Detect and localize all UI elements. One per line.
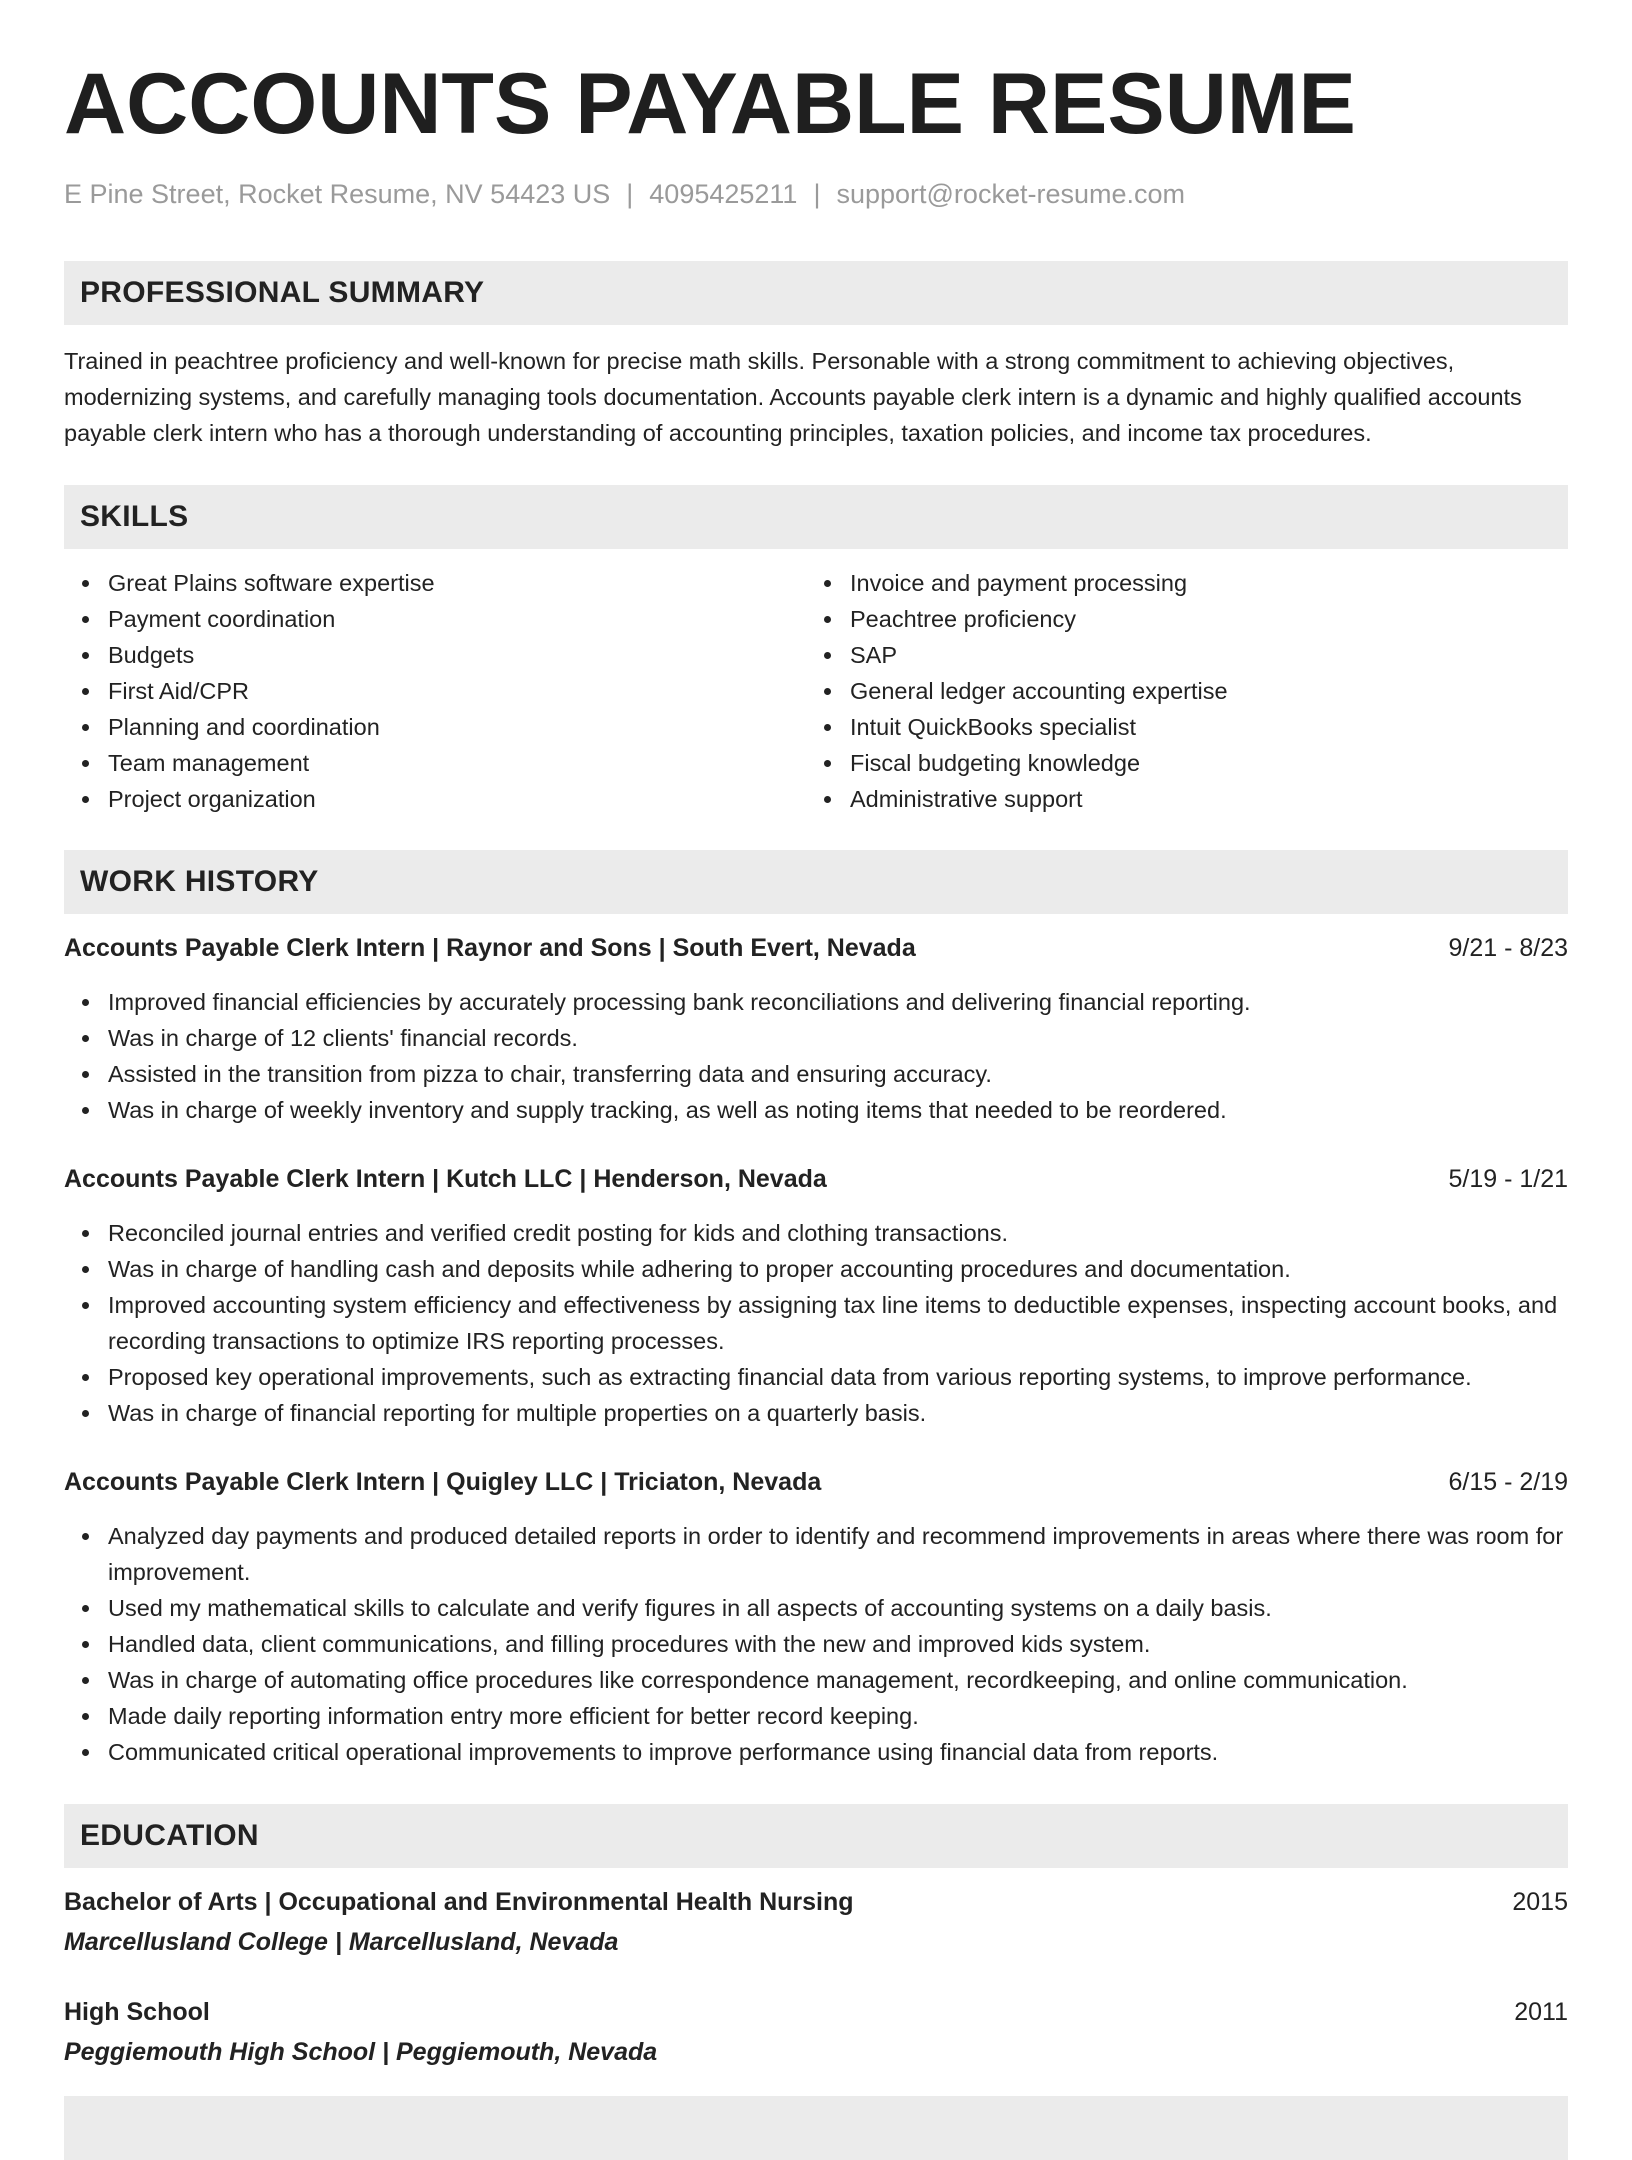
summary-section (64, 261, 1568, 451)
skill-item: Payment coordination (64, 601, 806, 637)
contact-phone: 4095425211 (649, 179, 798, 209)
summary-text: Trained in peachtree proficiency and well-known for precise math skills. Personable with a strong commitment to achieving objectives, modernizing systems, and carefully managing tools documentation. Accounts payable clerk intern is a dynamic and highly qualified accounts payable clerk intern who has a thorough understanding of accounting principles, taxation policies, and income tax procedures. (64, 348, 1522, 446)
skill-item: General ledger accounting expertise (806, 673, 1548, 709)
skill-item: Budgets (64, 637, 806, 673)
education-entry (64, 1994, 1568, 2070)
job-bullet: Made daily reporting information entry more efficient for better record keeping. (64, 1698, 1568, 1734)
education-header (64, 1994, 1568, 2030)
skill-item: SAP (806, 637, 1548, 673)
skill-item: First Aid/CPR (64, 673, 806, 709)
job-bullet: Communicated critical operational improvements to improve performance using financial data from reports. (64, 1734, 1568, 1770)
job-dates: 6/15 - 2/19 (1448, 1468, 1568, 1496)
contact-email: support@rocket-resume.com (836, 179, 1185, 209)
job-entry (64, 930, 1568, 1128)
job-bullet: Improved financial efficiencies by accurately processing bank reconciliations and delivering financial reporting. (64, 984, 1568, 1020)
skill-item: Administrative support (806, 781, 1548, 817)
education-header (64, 1884, 1568, 1920)
job-dates: 5/19 - 1/21 (1448, 1165, 1568, 1193)
education-school: Marcellusland College | Marcellusland, Nevada (64, 1928, 619, 1956)
work-section (64, 850, 1568, 1770)
skill-item: Planning and coordination (64, 709, 806, 745)
job-bullets (64, 1215, 1568, 1431)
next-section-bar (64, 2096, 1568, 2160)
resume-title: ACCOUNTS PAYABLE RESUME (64, 56, 1356, 152)
job-bullet: Assisted in the transition from pizza to chair, transferring data and ensuring accuracy. (64, 1056, 1568, 1092)
education-section (64, 1804, 1568, 2070)
job-bullet: Handled data, client communications, and filling procedures with the new and improved kids system. (64, 1626, 1568, 1662)
job-header (64, 1161, 1568, 1197)
skills-grid (64, 565, 1568, 817)
skill-item: Fiscal budgeting knowledge (806, 745, 1548, 781)
job-bullet: Was in charge of 12 clients' financial records. (64, 1020, 1568, 1056)
skill-item: Great Plains software expertise (64, 565, 806, 601)
skill-item: Project organization (64, 781, 806, 817)
job-dates: 9/21 - 8/23 (1448, 934, 1568, 962)
job-bullets (64, 1518, 1568, 1770)
education-year: 2011 (1514, 1998, 1568, 2026)
job-bullet: Was in charge of weekly inventory and supply tracking, as well as noting items that needed to be reordered. (64, 1092, 1568, 1128)
education-school: Peggiemouth High School | Peggiemouth, Nevada (64, 2038, 658, 2066)
job-bullet: Improved accounting system efficiency and effectiveness by assigning tax line items to deductible expenses, inspecting account books, and recording transactions to optimize IRS reporting processes. (64, 1287, 1568, 1359)
contact-line (64, 178, 1568, 210)
contact-address: E Pine Street, Rocket Resume, NV 54423 US (64, 179, 611, 209)
education-heading: EDUCATION (64, 1804, 1568, 1868)
job-bullet: Was in charge of financial reporting for multiple properties on a quarterly basis. (64, 1395, 1568, 1431)
skills-heading: SKILLS (64, 485, 1568, 549)
education-degree: High School (64, 1998, 210, 2026)
job-bullet: Analyzed day payments and produced detailed reports in order to identify and recommend improvements in areas where there was room for improvement. (64, 1518, 1568, 1590)
job-bullet: Was in charge of automating office procedures like correspondence management, recordkeeping, and online communication. (64, 1662, 1568, 1698)
job-title: Accounts Payable Clerk Intern | Quigley LLC | Triciaton, Nevada (64, 1468, 822, 1496)
job-header (64, 1464, 1568, 1500)
job-entry (64, 1464, 1568, 1770)
skills-list-left (64, 565, 806, 817)
skills-section (64, 485, 1568, 817)
job-bullets (64, 984, 1568, 1128)
job-bullet: Used my mathematical skills to calculate and verify figures in all aspects of accounting systems on a daily basis. (64, 1590, 1568, 1626)
education-entry (64, 1884, 1568, 1960)
skill-item: Team management (64, 745, 806, 781)
job-bullet: Reconciled journal entries and verified credit posting for kids and clothing transactions. (64, 1215, 1568, 1251)
job-title: Accounts Payable Clerk Intern | Kutch LLC | Henderson, Nevada (64, 1165, 827, 1193)
job-title: Accounts Payable Clerk Intern | Raynor and Sons | South Evert, Nevada (64, 934, 916, 962)
skill-item: Invoice and payment processing (806, 565, 1548, 601)
skills-list-right (806, 565, 1548, 817)
contact-separator: | (813, 179, 821, 209)
job-header (64, 930, 1568, 966)
education-year: 2015 (1512, 1888, 1568, 1916)
summary-heading: PROFESSIONAL SUMMARY (64, 261, 1568, 325)
contact-separator: | (626, 179, 634, 209)
job-bullet: Proposed key operational improvements, such as extracting financial data from various reporting systems, to improve performance. (64, 1359, 1568, 1395)
job-entry (64, 1161, 1568, 1431)
work-heading: WORK HISTORY (64, 850, 1568, 914)
skill-item: Intuit QuickBooks specialist (806, 709, 1548, 745)
skill-item: Peachtree proficiency (806, 601, 1548, 637)
job-bullet: Was in charge of handling cash and deposits while adhering to proper accounting procedures and documentation. (64, 1251, 1568, 1287)
education-degree: Bachelor of Arts | Occupational and Environmental Health Nursing (64, 1888, 854, 1916)
